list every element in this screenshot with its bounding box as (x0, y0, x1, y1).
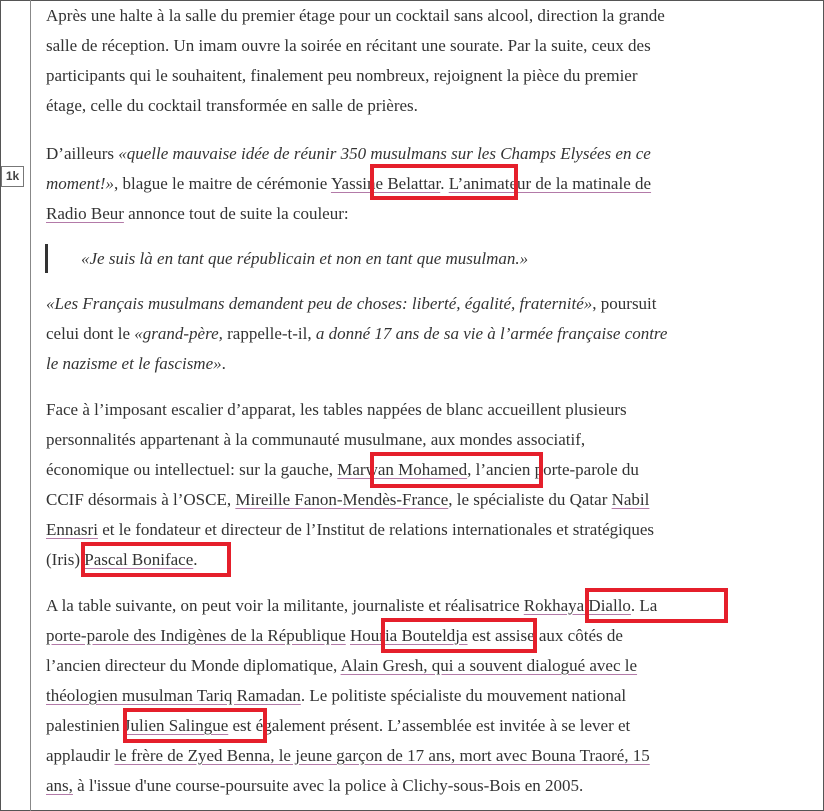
text-span: est assise aux côtés de (467, 626, 623, 645)
text-span: . (440, 174, 449, 193)
text-span: . Le politiste spécialiste du mouvement national (300, 686, 627, 705)
link-animateur-matinale[interactable]: L’animateur de la matinale de (448, 174, 652, 193)
text-span: rappelle-t-il, (222, 324, 316, 343)
highlight-box-julien-salingue (123, 708, 267, 743)
text-span: l’ancien directeur du Monde diplomatique, (46, 656, 341, 675)
text-span: , le spécialiste du Qatar (448, 490, 612, 509)
link-nabil-ennasri[interactable]: Nabil (611, 490, 650, 509)
blockquote-text: «Je suis là en tant que républicain et non en tant que musulman.» (81, 249, 529, 268)
link-alain-gresh-cont[interactable]: théologien musulman Tariq Ramadan (46, 686, 301, 705)
text-span: celui dont le (46, 324, 135, 343)
text-span: D’ailleurs (46, 144, 119, 163)
text-span: économique ou intellectuel: sur la gauche, (46, 460, 338, 479)
text-span: et le fondateur et directeur de l’Institut de relations internationales et stratégiques (97, 520, 655, 539)
text-span: , blague le maitre de cérémonie (113, 174, 331, 193)
highlight-box-marwan-mohamed (370, 452, 543, 488)
link-yassine-belattar[interactable]: Yassine Belattar (330, 174, 441, 193)
highlight-box-pascal-boniface (81, 542, 231, 577)
link-radio-beur[interactable]: Radio Beur (46, 204, 124, 223)
text-span: annonce tout de suite la couleur: (123, 204, 349, 223)
paragraph-3-line-2 (46, 323, 667, 345)
mc-quote: «quelle mauvaise idée de réunir 350 musulmans sur les Champs Elysées en ce (118, 144, 651, 163)
link-alain-gresh[interactable]: Alain Gresh, qui a souvent dialogué avec le (340, 656, 638, 675)
text-span: applaudir (46, 746, 115, 765)
paragraph-5-line-3 (46, 655, 637, 677)
paragraph-3-line-1 (46, 293, 657, 315)
text-span: , poursuit (592, 294, 657, 313)
text-span: . (193, 550, 198, 569)
highlight-box-houria-bouteldja (381, 618, 537, 653)
speech-quote: «grand-père, (134, 324, 223, 343)
paragraph-2-line-3 (46, 203, 349, 225)
text-span: A la table suivante, on peut voir la militante, journaliste et réalisatrice (46, 596, 524, 615)
paragraph-4-line-2: personnalités appartenant à la communauté musulmane, aux mondes associatif, (46, 430, 586, 449)
paragraph-5-line-7 (46, 775, 583, 797)
paragraph-4-line-4 (46, 489, 649, 511)
link-marwan-mohamed[interactable]: Marwan Mohamed (337, 460, 468, 479)
text-span: est également présent. L’assemblée est invitée à se lever et (228, 716, 631, 735)
text-span: . (221, 354, 226, 373)
highlight-box-yassine-belattar (370, 164, 518, 200)
paragraph-4-line-1: Face à l’imposant escalier d’apparat, les tables nappées de blanc accueillent plusieurs (46, 400, 627, 419)
paragraph-1-line-3: participants qui le souhaitent, finalement peu nombreux, rejoignent la pièce du premier (46, 66, 638, 85)
gutter-divider (30, 0, 31, 811)
link-julien-salingue[interactable]: Julien Salingue (123, 716, 229, 735)
link-rokhaya-diallo[interactable]: Rokhaya Diallo (523, 596, 631, 615)
paragraph-4-line-3 (46, 459, 639, 481)
mc-quote-end: moment!» (46, 174, 114, 193)
speech-quote: «Les Français musulmans demandent peu de choses: liberté, égalité, fraternité» (46, 294, 593, 313)
paragraph-5-line-4 (46, 685, 626, 707)
text-span: palestinien (46, 716, 124, 735)
text-span: CCIF désormais à l’OSCE, (46, 490, 236, 509)
paragraph-3-line-3 (46, 353, 226, 375)
link-zyed-benna-cont[interactable]: ans, (46, 776, 73, 795)
highlight-box-rokhaya-diallo (585, 588, 728, 623)
paragraph-2-line-1 (46, 143, 651, 165)
paragraph-1-line-4: étage, celle du cocktail transformée en salle de prières. (46, 96, 418, 115)
paragraph-5-line-1 (46, 595, 657, 617)
speech-quote: le nazisme et le fascisme» (46, 354, 222, 373)
link-mireille-fanon[interactable]: Mireille Fanon-Mendès-France (235, 490, 449, 509)
speech-quote: a donné 17 ans de sa vie à l’armée française contre (315, 324, 668, 343)
link-nabil-ennasri-cont[interactable]: Ennasri (46, 520, 98, 539)
paragraph-2-line-2 (46, 173, 651, 195)
blockquote-bar (45, 244, 48, 273)
paragraph-5-line-6 (46, 745, 650, 767)
share-count-badge[interactable]: 1k (1, 166, 24, 187)
link-zyed-benna[interactable]: le frère de Zyed Benna, le jeune garçon de 17 ans, mort avec Bouna Traoré, 15 (114, 746, 650, 765)
paragraph-1-line-2: salle de réception. Un imam ouvre la soirée en récitant une sourate. Par la suite, ceux des (46, 36, 651, 55)
paragraph-4-line-5 (46, 519, 654, 541)
text-span: (Iris) (46, 550, 85, 569)
link-pascal-boniface[interactable]: Pascal Boniface (84, 550, 194, 569)
text-span: , l’ancien porte-parole du (467, 460, 639, 479)
text-span: . La (630, 596, 658, 615)
link-houria-bouteldja[interactable]: Houria Bouteldja (350, 626, 468, 645)
text-span: à l'issue d'une course-poursuite avec la police à Clichy-sous-Bois en 2005. (72, 776, 584, 795)
link-indigenes-republique[interactable]: porte-parole des Indigènes de la République (46, 626, 346, 645)
paragraph-1-line-1: Après une halte à la salle du premier étage pour un cocktail sans alcool, direction la grande (46, 6, 665, 25)
